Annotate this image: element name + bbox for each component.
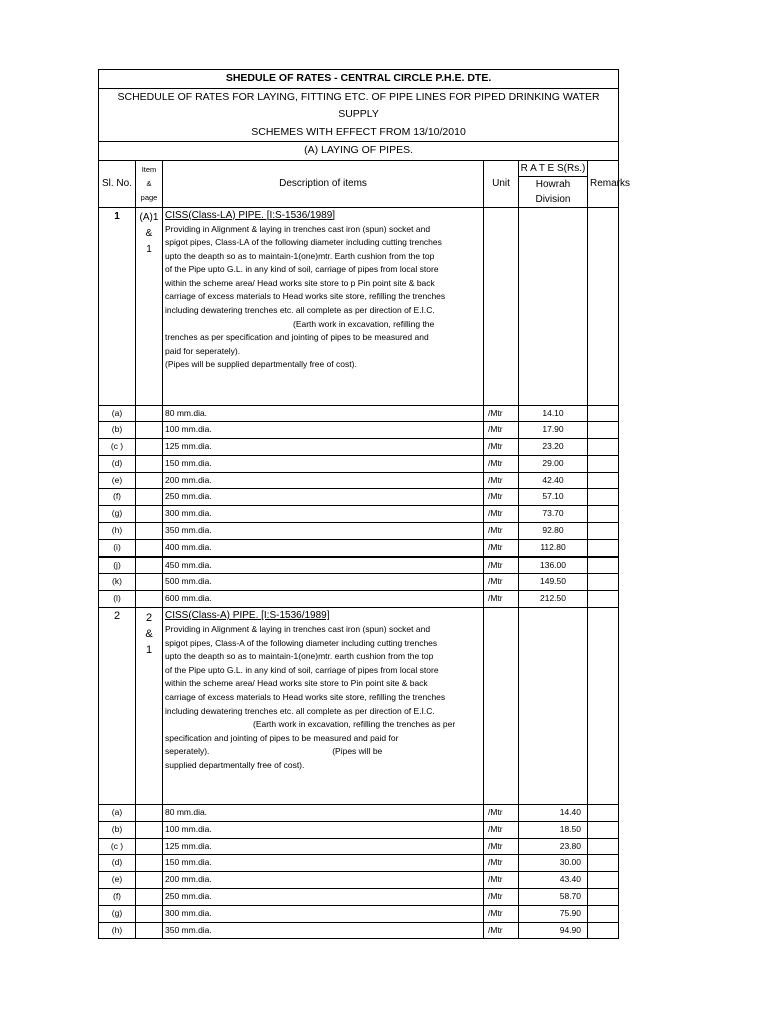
row-ref-empty [136,489,163,506]
col-sl-no: Sl. No. [99,160,136,207]
table-row [99,805,619,822]
row-rate: 212.50 [519,591,588,608]
row-ref-empty [136,422,163,439]
row-description: 250 mm.dia. [163,489,484,506]
row-unit: /Mtr [484,591,519,608]
row-remarks-empty [588,591,619,608]
row-description: 350 mm.dia. [163,922,484,939]
row-unit: /Mtr [484,889,519,906]
table-row [99,523,619,540]
row-description: 150 mm.dia. [163,455,484,472]
row-ref-empty [136,905,163,922]
row-remarks-empty [588,539,619,556]
row-rate: 17.90 [519,422,588,439]
table-row [99,422,619,439]
row-ref-empty [136,472,163,489]
item-1-line-8: (Earth work in excavation, refilling the [293,318,435,329]
item-1-rate-rows [99,405,619,608]
row-rate: 30.00 [519,855,588,872]
col-item-label: Item [141,164,157,174]
item-1-rate-empty [519,207,588,405]
item-1-title: CISS(Class-LA) PIPE. [I:S-1536/1989] [165,209,336,221]
row-remarks-empty [588,455,619,472]
row-sl: (d) [99,855,136,872]
item-2-line-7: including dewatering trenches etc. all complete as per direction of E.I.C. [165,705,435,716]
row-ref-empty [136,574,163,591]
item-2-ref-2: & [145,628,153,641]
item-2-line-4: of the Pipe upto G.L. in any kind of soil, carriage of pipes from local store [165,664,439,675]
item-2-description-row [99,608,619,805]
rate-schedule-table [98,69,631,939]
col-description: Description of items [163,160,484,207]
item-1-line-6: carriage of excess materials to Head works site store, refilling the trenches [165,291,446,302]
row-description: 200 mm.dia. [163,872,484,889]
table-row [99,506,619,523]
row-unit: /Mtr [484,855,519,872]
item-1-description-row [99,207,619,405]
row-ref-empty [136,838,163,855]
row-rate: 136.00 [519,557,588,574]
col-rates [519,160,588,207]
item-2-rate-empty [519,608,588,805]
table-row [99,872,619,889]
item-1-line-7: including dewatering trenches etc. all complete as per direction of E.I.C. [165,305,435,316]
row-sl: (k) [99,574,136,591]
col-unit: Unit [484,160,519,207]
row-rate: 94.90 [519,922,588,939]
row-description: 500 mm.dia. [163,574,484,591]
row-sl: (h) [99,922,136,939]
item-1-ref [136,207,163,405]
row-remarks-empty [588,557,619,574]
row-rate: 14.10 [519,405,588,422]
row-unit: /Mtr [484,506,519,523]
item-2-ref-3: 1 [145,644,153,657]
item-1-ref-1: (A)1 [139,211,159,223]
row-sl: (f) [99,889,136,906]
row-sl: (g) [99,506,136,523]
item-2-line-3: upto the deapth so as to maintain-1(one)mtr. earth cushion from the top [165,651,434,662]
row-ref-empty [136,506,163,523]
col-rates-label: R A T E S(Rs.) [519,161,587,177]
item-1-line-3: upto the deapth so as to maintain-1(one)mtr. Earth cushion from the top [165,250,435,261]
item-2-line-8: (Earth work in excavation, refilling the trenches as per [253,719,456,730]
row-rate: 73.70 [519,506,588,523]
row-unit: /Mtr [484,872,519,889]
row-sl: (a) [99,805,136,822]
item-2-line-9: specification and jointing of pipes to be measured and paid for [165,732,399,743]
row-description: 100 mm.dia. [163,821,484,838]
row-remarks-empty [588,422,619,439]
row-unit: /Mtr [484,922,519,939]
column-header-row [99,160,619,207]
row-remarks-empty [588,489,619,506]
item-1-line-9: trenches as per specification and jointing of pipes to be measured and [165,332,429,343]
table-row [99,889,619,906]
row-rate: 23.80 [519,838,588,855]
row-description: 600 mm.dia. [163,591,484,608]
row-ref-empty [136,405,163,422]
row-rate: 75.90 [519,905,588,922]
row-sl: (d) [99,455,136,472]
subtitle-line-1: SCHEDULE OF RATES FOR LAYING, FITTING ETC. OF PIPE LINES FOR PIPED DRINKING WATER SUPPLY [117,90,600,120]
row-sl: (f) [99,489,136,506]
table-row [99,905,619,922]
row-remarks-empty [588,821,619,838]
row-sl: (b) [99,422,136,439]
item-2-line-1: Providing in Alignment & laying in trenches cast iron (spun) socket and [165,624,431,635]
row-sl: (b) [99,821,136,838]
row-rate: 58.70 [519,889,588,906]
row-unit: /Mtr [484,439,519,456]
table-row [99,472,619,489]
document-title: SHEDULE OF RATES - CENTRAL CIRCLE P.H.E. DTE. [99,70,619,89]
row-description: 450 mm.dia. [163,557,484,574]
row-rate: 57.10 [519,489,588,506]
row-sl: (c ) [99,439,136,456]
row-description: 80 mm.dia. [163,805,484,822]
row-description: 300 mm.dia. [163,506,484,523]
row-ref-empty [136,523,163,540]
row-ref-empty [136,805,163,822]
item-1-sl: 1 [99,207,136,405]
item-1-description [163,207,484,405]
table-row [99,838,619,855]
row-ref-empty [136,821,163,838]
item-1-line-11: (Pipes will be supplied departmentally free of cost). [165,359,357,370]
item-2-title: CISS(Class-A) PIPE. [I:S-1536/1989] [165,610,330,622]
row-unit: /Mtr [484,455,519,472]
col-page-label: page [140,192,158,202]
row-ref-empty [136,591,163,608]
document-subtitle [99,88,619,142]
row-unit: /Mtr [484,557,519,574]
item-1-line-4: of the Pipe upto G.L. in any kind of soil, carriage of pipes from local store [165,264,439,275]
row-rate: 149.50 [519,574,588,591]
item-2-sl: 2 [99,608,136,805]
row-description: 250 mm.dia. [163,889,484,906]
row-sl: (e) [99,872,136,889]
rate-schedule-sheet [98,69,631,939]
item-2-line-6: carriage of excess materials to Head works site store, refilling the trenches [165,692,446,703]
item-1-unit-empty [484,207,519,405]
row-ref-empty [136,872,163,889]
row-sl: (i) [99,539,136,556]
row-remarks-empty [588,855,619,872]
col-division-line-2: Division [535,193,571,205]
row-description: 80 mm.dia. [163,405,484,422]
row-description: 150 mm.dia. [163,855,484,872]
row-rate: 18.50 [519,821,588,838]
row-ref-empty [136,539,163,556]
row-ref-empty [136,855,163,872]
row-sl: (l) [99,591,136,608]
item-2-remarks-empty [588,608,619,805]
row-sl: (c ) [99,838,136,855]
row-unit: /Mtr [484,905,519,922]
row-sl: (a) [99,405,136,422]
row-ref-empty [136,455,163,472]
row-unit: /Mtr [484,838,519,855]
row-unit: /Mtr [484,821,519,838]
row-remarks-empty [588,472,619,489]
col-division-line-1: Howrah [535,178,571,190]
item-2-rate-rows [99,805,619,939]
row-remarks-empty [588,574,619,591]
row-rate: 112.80 [519,539,588,556]
item-2-description [163,608,484,805]
row-description: 350 mm.dia. [163,523,484,540]
row-sl: (g) [99,905,136,922]
item-2-line-2: spigot pipes, Class-A of the following diameter including cutting trenches [165,637,438,648]
row-remarks-empty [588,922,619,939]
table-row [99,821,619,838]
col-item-page [136,160,163,207]
item-2-line-5: within the scheme area/ Head works site store to Pin point site & back [165,678,428,689]
row-sl: (h) [99,523,136,540]
table-row [99,539,619,556]
item-2-line-10: seperately). (Pipes will be [165,746,383,757]
item-1-line-10: paid for seperately). [165,345,241,356]
row-remarks-empty [588,405,619,422]
row-ref-empty [136,889,163,906]
row-unit: /Mtr [484,405,519,422]
row-remarks-empty [588,523,619,540]
row-rate: 14.40 [519,805,588,822]
row-unit: /Mtr [484,523,519,540]
row-description: 125 mm.dia. [163,838,484,855]
item-1-line-5: within the scheme area/ Head works site store to p Pin point site & back [165,277,435,288]
row-description: 300 mm.dia. [163,905,484,922]
row-ref-empty [136,439,163,456]
row-remarks-empty [588,889,619,906]
table-row [99,591,619,608]
row-description: 200 mm.dia. [163,472,484,489]
table-row [99,574,619,591]
subtitle-line-2: SCHEMES WITH EFFECT FROM 13/10/2010 [251,125,466,138]
row-unit: /Mtr [484,472,519,489]
item-1-ref-3: 1 [146,243,152,255]
row-sl: (e) [99,472,136,489]
row-rate: 92.80 [519,523,588,540]
item-2-unit-empty [484,608,519,805]
item-1-line-2: spigot pipes, Class-LA of the following diameter including cutting trenches [165,237,442,248]
row-unit: /Mtr [484,539,519,556]
table-row [99,405,619,422]
item-1-ref-2: & [145,227,153,239]
row-unit: /Mtr [484,489,519,506]
row-unit: /Mtr [484,805,519,822]
row-rate: 43.40 [519,872,588,889]
table-row [99,439,619,456]
row-rate: 42.40 [519,472,588,489]
row-remarks-empty [588,872,619,889]
row-remarks-empty [588,838,619,855]
item-2-line-11: supplied departmentally free of cost). [165,760,305,770]
row-unit: /Mtr [484,574,519,591]
row-description: 400 mm.dia. [163,539,484,556]
row-description: 125 mm.dia. [163,439,484,456]
col-remarks: Remarks [588,160,619,207]
table-row [99,922,619,939]
item-2-ref-1: 2 [145,612,153,625]
row-remarks-empty [588,805,619,822]
col-amp-label: & [146,178,152,188]
table-row [99,557,619,574]
row-sl: (j) [99,557,136,574]
item-2-ref [136,608,163,805]
table-row [99,855,619,872]
row-remarks-empty [588,439,619,456]
row-remarks-empty [588,506,619,523]
row-rate: 23.20 [519,439,588,456]
section-heading: (A) LAYING OF PIPES. [99,142,619,161]
table-row [99,455,619,472]
row-rate: 29.00 [519,455,588,472]
row-ref-empty [136,557,163,574]
table-row [99,489,619,506]
row-description: 100 mm.dia. [163,422,484,439]
row-ref-empty [136,922,163,939]
row-remarks-empty [588,905,619,922]
row-unit: /Mtr [484,422,519,439]
item-1-remarks-empty [588,207,619,405]
item-1-line-1: Providing in Alignment & laying in trenches cast iron (spun) socket and [165,223,431,234]
